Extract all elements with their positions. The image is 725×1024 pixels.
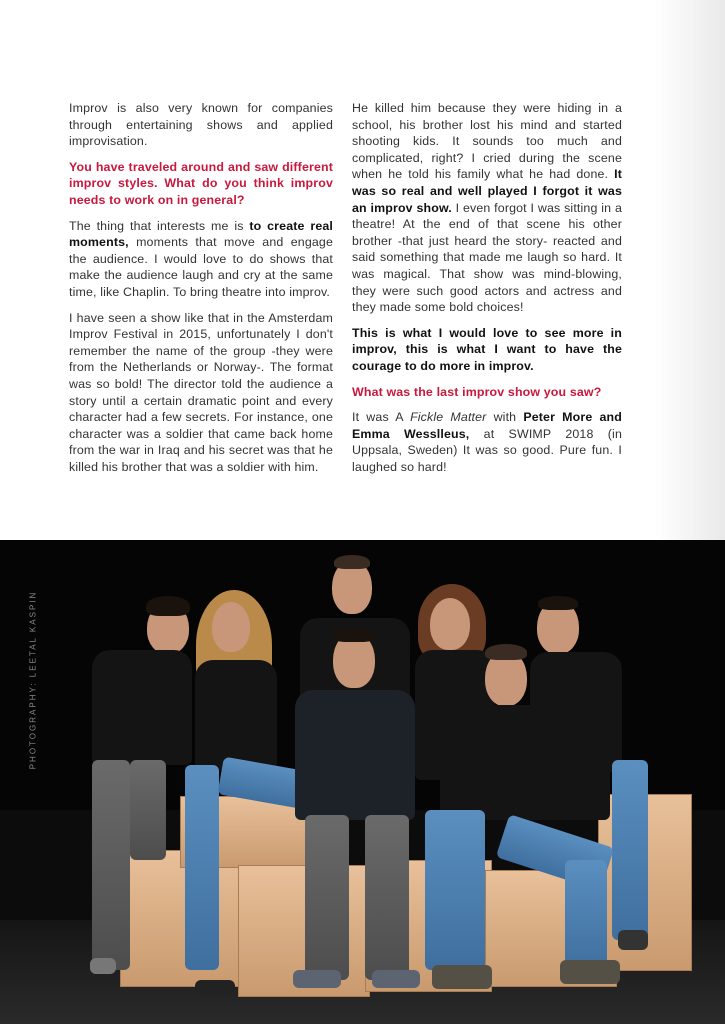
answer-text: It was A bbox=[352, 410, 411, 425]
group-photo bbox=[0, 540, 725, 1024]
wooden-box bbox=[120, 850, 242, 987]
page-edge-shadow bbox=[655, 0, 725, 540]
emphasis-paragraph: This is what I would love to see more in improv, this is what I want to have the courage to do more in improv. bbox=[352, 325, 622, 373]
photo-credit: PHOTOGRAPHY: LEETAL KASPIN bbox=[28, 590, 38, 770]
emphasis-text: It was so real and well played I forgot it was an improv show. bbox=[352, 167, 622, 215]
body-text: I even forgot I was sitting in a theatre! At the end of that scene his other brother -that just heard the story- reacted and said something that made me laugh so hard. It was magical. That show was mind-blowing, they were such good actors and actress and they made some bold choices! bbox=[352, 200, 622, 315]
answer-paragraph bbox=[69, 218, 333, 301]
article-left-column bbox=[69, 100, 333, 484]
answer-paragraph bbox=[352, 409, 622, 475]
answer-text: moments that move and engage the audience. I would love to do shows that make the audience laugh and cry at the same time, like Chaplin. To bring theatre into improv. bbox=[69, 235, 333, 299]
interview-question: What was the last improv show you saw? bbox=[352, 384, 602, 399]
emphasis-text: to create real moments, bbox=[69, 218, 333, 250]
body-text: He killed him because they were hiding in a school, his brother lost his mind and started shooting kids. It sounds too much and complicated, right? I cried during the scene when he told his family what he had done. bbox=[352, 101, 622, 182]
interview-question: You have traveled around and saw different improv styles. What do you think improv needs to work on in general? bbox=[69, 159, 333, 207]
article-right-column bbox=[352, 100, 622, 484]
answer-text: at SWIMP 2018 (in Uppsala, Sweden) It was so good. Pure fun. I laughed so hard! bbox=[352, 426, 622, 474]
answer-text: with bbox=[486, 410, 524, 425]
paragraph: Improv is also very known for companies through entertaining shows and applied improvisation. bbox=[69, 101, 333, 149]
paragraph: I have seen a show like that in the Amsterdam Improv Festival in 2015, unfortunately I don't remember the name of the group -they were from the Netherlands or Norway-. The format was so bold! The director told the audience a story until a certain dramatic point and every character had a few secrets. For instance, one character was a soldier that came back home from the war in Iraq and his secret was that he killed his brother that was a soldier with him. bbox=[69, 310, 333, 474]
paragraph bbox=[352, 100, 622, 316]
show-title: Fickle Matter bbox=[410, 410, 487, 425]
performer-names: Peter More and Emma Wesslleus, bbox=[352, 410, 622, 441]
answer-text: The thing that interests me is bbox=[69, 218, 250, 233]
